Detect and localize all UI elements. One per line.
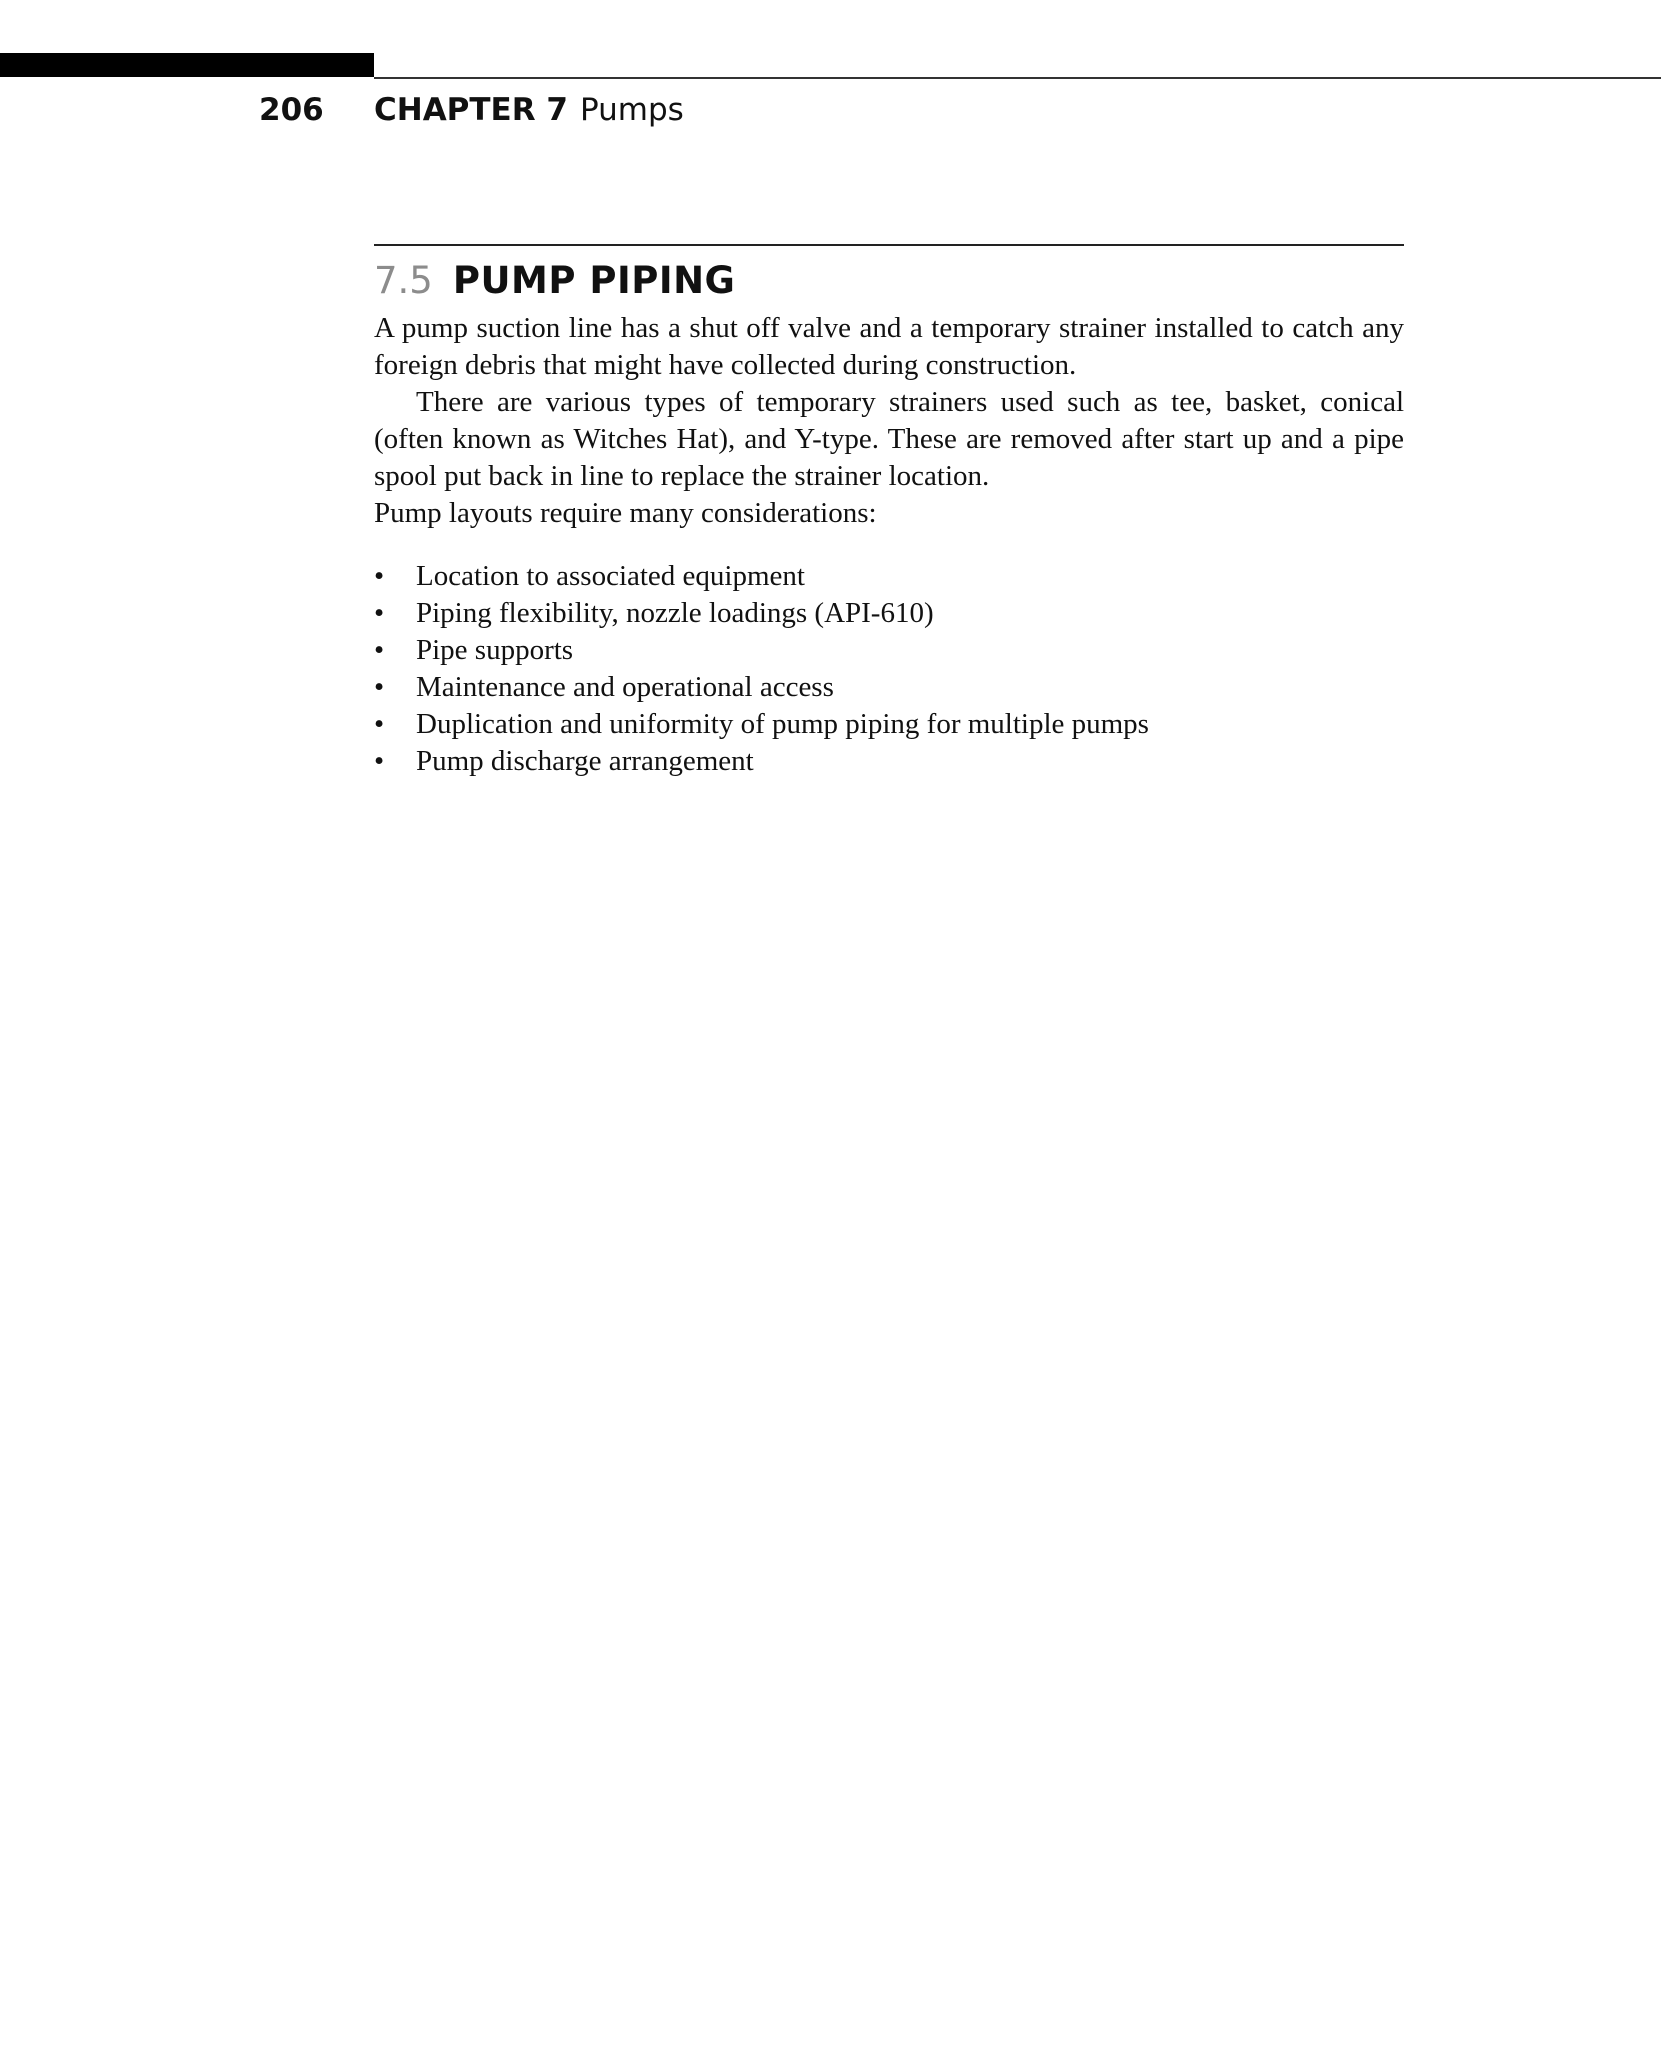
- list-item: [374, 595, 1404, 632]
- list-item-text: Maintenance and operational access: [416, 671, 834, 703]
- section-number: 7.5: [374, 259, 433, 302]
- bullet-icon: •: [374, 708, 385, 740]
- list-item: [374, 743, 1404, 780]
- chapter-title: Pumps: [579, 92, 684, 128]
- bullet-icon: •: [374, 634, 385, 666]
- section-rule: [374, 244, 1404, 246]
- bullet-icon: •: [374, 597, 385, 629]
- section-heading: [374, 257, 735, 305]
- list-item-text: Pipe supports: [416, 634, 574, 666]
- paragraph-considerations: Pump layouts require many considerations:: [374, 497, 877, 529]
- list-item: [374, 706, 1404, 743]
- list-item-text: Pump discharge arrangement: [416, 745, 754, 777]
- list-item: [374, 558, 1404, 595]
- list-item: [374, 632, 1404, 669]
- body-text: [374, 310, 1404, 780]
- list-item-text: Duplication and uniformity of pump piping for multiple pumps: [416, 708, 1149, 740]
- section-title: PUMP PIPING: [452, 259, 736, 302]
- paragraph-intro: A pump suction line has a shut off valve and a temporary strainer installed to catch any foreign debris that might have collected during construction.: [374, 312, 1404, 381]
- list-item: [374, 669, 1404, 706]
- paragraph-strainers: There are various types of temporary strainers used such as tee, basket, conical (often known as Witches Hat), and Y-type. These are removed after start up and a pipe spool put back in line to replace the strainer location.: [374, 386, 1404, 492]
- chapter-label: CHAPTER 7: [374, 92, 568, 128]
- list-item-text: Location to associated equipment: [416, 560, 805, 592]
- header-rule: [374, 77, 1661, 79]
- page-number: 206: [259, 92, 324, 128]
- header-bar: [0, 53, 374, 77]
- bullet-icon: •: [374, 560, 385, 592]
- considerations-list: [374, 558, 1404, 780]
- bullet-icon: •: [374, 671, 385, 703]
- running-head: [259, 90, 684, 130]
- list-item-text: Piping flexibility, nozzle loadings (API-610): [416, 597, 934, 629]
- bullet-icon: •: [374, 745, 385, 777]
